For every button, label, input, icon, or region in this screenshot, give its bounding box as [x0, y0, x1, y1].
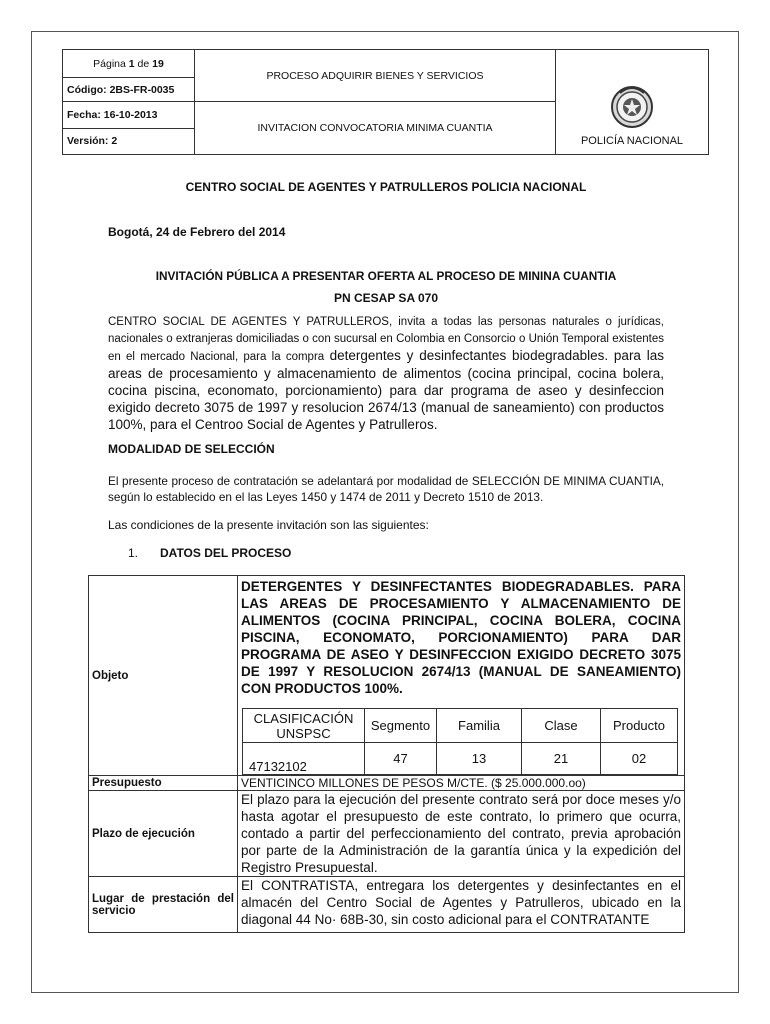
codigo: Código: 2BS-FR-0035 — [63, 78, 195, 102]
fecha: Fecha: 16-10-2013 — [63, 102, 195, 128]
unspsc-producto: 02 — [601, 743, 678, 775]
proceso-cell: PROCESO ADQUIRIR BIENES Y SERVICIOS — [195, 50, 556, 102]
unspsc-header-segmento: Segmento — [365, 709, 437, 743]
objeto-label: Objeto — [89, 576, 238, 776]
date-place: Bogotá, 24 de Febrero del 2014 — [108, 225, 286, 239]
unspsc-header-familia: Familia — [437, 709, 522, 743]
objeto-text: DETERGENTES Y DESINFECTANTES BIODEGRADABLES. PARA LAS AREAS DE PROCESAMIENTO Y ALMACENAMIENTO DE ALIMENTOS (COCINA PRINCIPAL, COCINA BOLERA, COCINA PISCINA, ECONOMATO, PORCIONAMIENTO) PARA DAR PROGRAMA DE ASEO Y DESINFECCION EXIGIDO DECRETO 3075 DE 1997 Y RESOLUCION 2674/13 (MANUAL DE SANEAMIENTO) CON PRODUCTOS 100%. — [241, 579, 681, 696]
table-row — [89, 776, 685, 791]
modalidad-heading: MODALIDAD DE SELECCIÓN — [108, 442, 275, 456]
org-name: POLICÍA NACIONAL — [580, 135, 684, 147]
unspsc-header-producto: Producto — [601, 709, 678, 743]
org-cell — [556, 50, 709, 155]
presupuesto-label: Presupuesto — [89, 776, 238, 791]
plazo-value: El plazo para la ejecución del presente contrato será por doce meses y/o hasta agotar el presupuesto de este contrato, lo primero que ocurra, contado a partir del perfeccionamiento del contrato, previa aprobación por parte de la Administración de la garantía única y la expedición del Registro Presupuestal. — [238, 791, 685, 877]
intro-paragraph: CENTRO SOCIAL DE AGENTES Y PATRULLEROS, invita a todas las personas naturales o jurídicas, nacionales o extranjeras domiciliadas o con sucursal en Colombia en Consorcio o Unión Temporal existentes en el mercado Nacional, para la compra detergentes y desinfectantes biodegradables. para las areas de procesamiento y almacenamiento de alimentos (cocina principal, cocina bolera, cocina piscina, economato, porcionamiento) para dar programa de aseo y desinfeccion exigido decreto 3075 de 1997 y resolucion 2674/13 (manual de saneamiento) con productos 100%, para el Centroo Social de Agentes y Patrulleros. — [108, 316, 664, 432]
lugar-label: Lugar de prestación del servicio — [89, 877, 238, 933]
unspsc-segmento: 47 — [365, 743, 437, 775]
objeto-cell — [238, 576, 685, 776]
unspsc-header-clasificacion: CLASIFICACIÓN UNSPSC — [243, 709, 365, 743]
unspsc-familia: 13 — [437, 743, 522, 775]
plazo-label: Plazo de ejecución — [89, 791, 238, 877]
unspsc-clase: 21 — [522, 743, 601, 775]
centro-heading: CENTRO SOCIAL DE AGENTES Y PATRULLEROS POLICIA NACIONAL — [185, 180, 587, 194]
table-row — [89, 576, 685, 776]
lugar-value: El CONTRATISTA, entregara los detergentes y desinfectantes en el almacén del Centro Social de Agentes y Patrulleros, ubicado en la diagonal 44 No· 68B-30, sin costo adicional para el CONTRATANTE — [238, 877, 685, 933]
table-row — [89, 791, 685, 877]
document-page — [31, 31, 739, 993]
version: Versión: 2 — [63, 128, 195, 154]
unspsc-code: 47132102 — [243, 743, 365, 775]
page-indicator: Página 1 de 19 — [63, 50, 195, 78]
condiciones-text: Las condiciones de la presente invitación son las siguientes: — [108, 518, 429, 532]
invitacion-cell: INVITACION CONVOCATORIA MINIMA CUANTIA — [195, 102, 556, 155]
process-data-table — [88, 575, 685, 933]
modalidad-paragraph: El presente proceso de contratación se adelantará por modalidad de SELECCIÓN DE MINIMA CUANTIA, según lo establecido en el las Leyes 1450 y 1474 de 2011 y Decreto 1510 de 2013. — [108, 474, 664, 504]
header-table — [62, 49, 709, 155]
presupuesto-value: VENTICINCO MILLONES DE PESOS M/CTE. ($ 25.000.000.oo) — [238, 776, 685, 791]
invitation-code: PN CESAP SA 070 — [333, 291, 439, 305]
police-emblem-icon — [610, 85, 654, 129]
invitation-title: INVITACIÓN PÚBLICA A PRESENTAR OFERTA AL PROCESO DE MININA CUANTIA — [155, 269, 617, 283]
unspsc-header-clase: Clase — [522, 709, 601, 743]
list-heading: DATOS DEL PROCESO — [160, 546, 292, 560]
list-number: 1. — [128, 546, 139, 560]
table-row — [89, 877, 685, 933]
unspsc-table — [242, 708, 678, 775]
